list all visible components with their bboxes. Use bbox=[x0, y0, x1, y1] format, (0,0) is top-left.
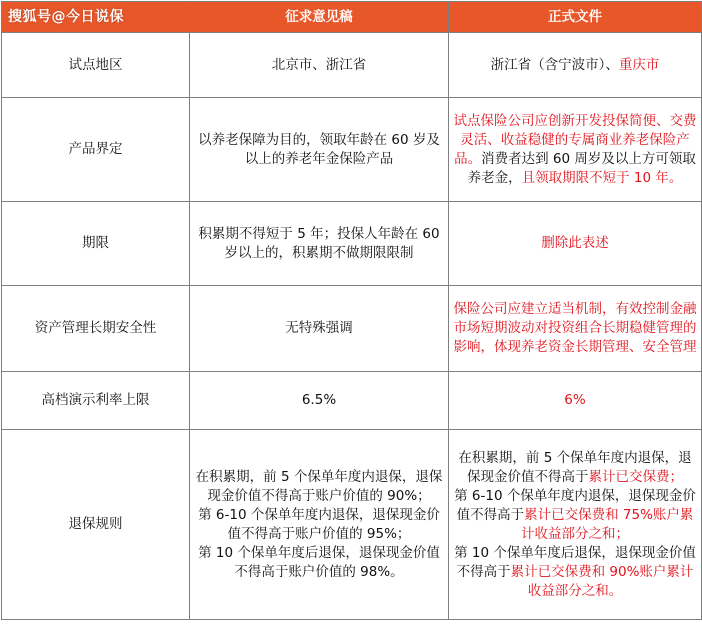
row-label: 资产管理长期安全性 bbox=[2, 286, 190, 372]
row-rate bbox=[2, 372, 702, 430]
final-text: 浙江省（含宁波市）、 bbox=[490, 56, 619, 73]
draft-text: 第 10 个保单年度后退保，退保现金价值不得高于账户价值的 98%。 bbox=[198, 544, 440, 580]
header-final: 正式文件 bbox=[449, 2, 702, 33]
draft-text: 第 6-10 个保单年度内退保，退保现金价值不得高于账户价值的 95%； bbox=[198, 506, 440, 542]
final-cell bbox=[449, 33, 702, 98]
final-text: 第 6-10 个保单年度内退保，退保现金价值不得高于 bbox=[454, 487, 696, 523]
header-draft: 征求意见稿 bbox=[190, 2, 449, 33]
final-cell bbox=[449, 98, 702, 202]
final-cell: 6% bbox=[449, 372, 702, 430]
draft-cell: 以养老保障为目的，领取年龄在 60 岁及以上的养老年金保险产品 bbox=[190, 98, 449, 202]
final-cell: 保险公司应建立适当机制，有效控制金融市场短期波动对投资组合长期稳健管理的影响，体现养老资金长期管理、安全管理 bbox=[449, 286, 702, 372]
final-highlight: 且领取期限不短于 10 年。 bbox=[521, 169, 683, 186]
row-surrender bbox=[2, 430, 702, 620]
draft-text: 在积累期，前 5 个保单年度内退保，退保现金价值不得高于账户价值的 90%； bbox=[195, 468, 443, 504]
row-product bbox=[2, 98, 702, 202]
final-highlight: 累计已交保费和 75%账户累计收益部分之和； bbox=[521, 506, 694, 542]
final-highlight: 累计已交保费和 90%账户累计收益部分之和。 bbox=[510, 563, 694, 599]
final-cell bbox=[449, 430, 702, 620]
final-text: 消费者达到 60 周岁及以上方可领取养老金， bbox=[467, 150, 696, 186]
final-text: 第 10 个保单年度后退保，退保现金价值不得高于 bbox=[454, 544, 696, 580]
final-highlight: 试点保险公司应创新开发投保简便、交费灵活、收益稳健的专属商业养老保险产品。 bbox=[453, 112, 697, 167]
watermark: 搜狐号@今日说保 bbox=[8, 9, 124, 25]
row-label: 退保规则 bbox=[2, 430, 190, 620]
row-asset bbox=[2, 286, 702, 372]
final-text: 在积累期，前 5 个保单年度内退保，退保现金价值不得高于 bbox=[458, 449, 692, 485]
final-highlight: 重庆市 bbox=[618, 56, 660, 73]
draft-cell: 积累期不得短于 5 年；投保人年龄在 60 岁以上的，积累期不做期限限制 bbox=[190, 202, 449, 286]
row-term bbox=[2, 202, 702, 286]
row-label: 期限 bbox=[2, 202, 190, 286]
row-label: 产品界定 bbox=[2, 98, 190, 202]
row-label: 高档演示利率上限 bbox=[2, 372, 190, 430]
row-label: 试点地区 bbox=[2, 33, 190, 98]
draft-cell: 6.5% bbox=[190, 372, 449, 430]
draft-cell: 无特殊强调 bbox=[190, 286, 449, 372]
comparison-table bbox=[1, 1, 702, 620]
draft-cell bbox=[190, 430, 449, 620]
draft-cell: 北京市、浙江省 bbox=[190, 33, 449, 98]
final-cell: 删除此表述 bbox=[449, 202, 702, 286]
row-region bbox=[2, 33, 702, 98]
final-highlight: 累计已交保费； bbox=[588, 468, 683, 485]
